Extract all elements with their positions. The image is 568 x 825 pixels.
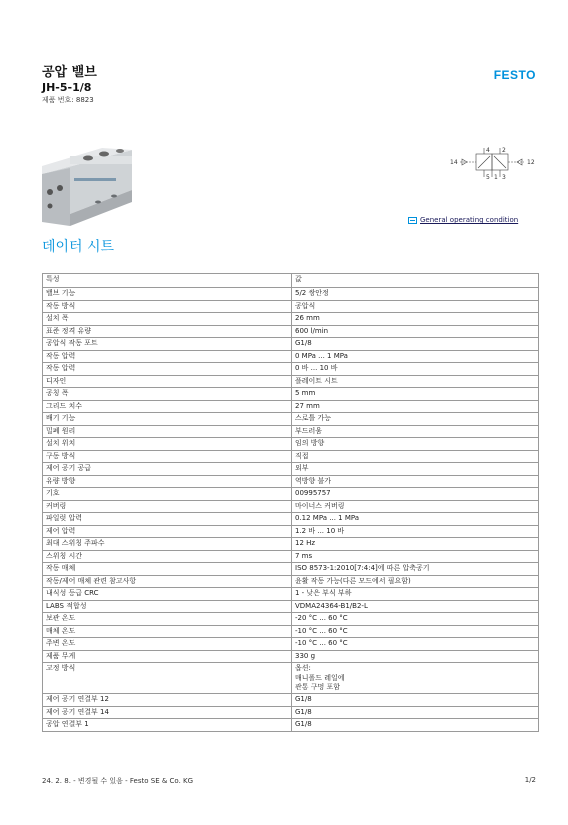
property-cell: 최대 스위칭 주파수 xyxy=(43,538,292,551)
property-cell: 그리드 치수 xyxy=(43,400,292,413)
table-row xyxy=(43,413,539,426)
property-cell: 유량 방향 xyxy=(43,475,292,488)
table-row xyxy=(43,625,539,638)
table-row xyxy=(43,475,539,488)
port-label-2: 2 xyxy=(502,147,506,154)
table-row xyxy=(43,513,539,526)
page-number: 1/2 xyxy=(524,776,536,784)
value-cell: 0 MPa ... 1 MPa xyxy=(292,350,539,363)
spec-table xyxy=(42,273,539,732)
column-header-value: 값 xyxy=(292,274,539,288)
property-cell: 매체 온도 xyxy=(43,625,292,638)
value-cell: 0.12 MPa ... 1 MPa xyxy=(292,513,539,526)
table-row xyxy=(43,325,539,338)
value-cell: 27 mm xyxy=(292,400,539,413)
value-cell: 역방향 불가 xyxy=(292,475,539,488)
property-cell: 밀폐 원리 xyxy=(43,425,292,438)
value-cell: 5/2 쌍안정 xyxy=(292,288,539,301)
value-cell: -10 °C ... 60 °C xyxy=(292,625,539,638)
property-cell: 공압 연결부 1 xyxy=(43,719,292,732)
table-row xyxy=(43,500,539,513)
value-cell: 00995757 xyxy=(292,488,539,501)
value-cell: 26 mm xyxy=(292,313,539,326)
value-cell: G1/8 xyxy=(292,719,539,732)
section-title: 데이터 시트 xyxy=(42,239,115,255)
value-cell: ISO 8573-1:2010[7:4:4]에 따른 압축공기 xyxy=(292,563,539,576)
value-cell: VDMA24364-B1/B2-L xyxy=(292,600,539,613)
property-cell: 작동/제어 매체 관련 참고사항 xyxy=(43,575,292,588)
table-row xyxy=(43,706,539,719)
property-cell: 제어 압력 xyxy=(43,525,292,538)
value-line: 옵션: xyxy=(295,664,311,672)
port-label-1: 1 xyxy=(494,174,498,181)
table-row xyxy=(43,375,539,388)
port-label-3: 3 xyxy=(502,174,506,181)
value-cell: 7 ms xyxy=(292,550,539,563)
property-cell: 디자인 xyxy=(43,375,292,388)
port-label-12: 12 xyxy=(527,159,535,166)
property-cell: 설치 위치 xyxy=(43,438,292,451)
property-cell: 밸브 기능 xyxy=(43,288,292,301)
table-row xyxy=(43,650,539,663)
general-operating-condition-text: General operating condition xyxy=(420,216,519,224)
value-cell: G1/8 xyxy=(292,706,539,719)
general-operating-condition-link[interactable] xyxy=(408,216,518,224)
table-row xyxy=(43,350,539,363)
value-cell: -10 °C ... 60 °C xyxy=(292,638,539,651)
value-cell: 마이너스 커버링 xyxy=(292,500,539,513)
table-row xyxy=(43,450,539,463)
property-cell: 공압식 작동 포트 xyxy=(43,338,292,351)
table-row xyxy=(43,719,539,732)
property-cell: 표준 정격 유량 xyxy=(43,325,292,338)
table-row xyxy=(43,638,539,651)
property-cell: 주변 온도 xyxy=(43,638,292,651)
property-cell: 고정 방식 xyxy=(43,663,292,694)
value-cell: 0 바 ... 10 바 xyxy=(292,363,539,376)
value-line: 매니폴드 레일에 xyxy=(295,673,345,682)
table-row xyxy=(43,600,539,613)
value-cell: 외부 xyxy=(292,463,539,476)
document-link-icon xyxy=(408,217,417,224)
property-cell: 보관 온도 xyxy=(43,613,292,626)
table-row xyxy=(43,694,539,707)
property-cell: 스위칭 시간 xyxy=(43,550,292,563)
table-row xyxy=(43,550,539,563)
property-cell: 파일럿 압력 xyxy=(43,513,292,526)
table-row xyxy=(43,300,539,313)
value-cell: G1/8 xyxy=(292,338,539,351)
property-cell: 작동 압력 xyxy=(43,363,292,376)
property-cell: LABS 적합성 xyxy=(43,600,292,613)
property-cell: 구동 방식 xyxy=(43,450,292,463)
value-cell: 1.2 바 ... 10 바 xyxy=(292,525,539,538)
table-row xyxy=(43,575,539,588)
property-cell: 배기 기능 xyxy=(43,413,292,426)
value-cell: 부드러움 xyxy=(292,425,539,438)
value-cell: 12 Hz xyxy=(292,538,539,551)
table-row xyxy=(43,563,539,576)
port-label-5: 5 xyxy=(486,174,490,181)
table-row xyxy=(43,588,539,601)
table-row xyxy=(43,400,539,413)
table-row xyxy=(43,613,539,626)
valve-product-image xyxy=(40,142,135,228)
value-cell: 플레이트 시트 xyxy=(292,375,539,388)
property-cell: 기호 xyxy=(43,488,292,501)
property-cell: 커버링 xyxy=(43,500,292,513)
table-row xyxy=(43,425,539,438)
valve-circuit-symbol xyxy=(448,145,540,181)
table-row xyxy=(43,525,539,538)
table-row xyxy=(43,463,539,476)
value-cell: 330 g xyxy=(292,650,539,663)
table-row xyxy=(43,363,539,376)
festo-logo: FESTO xyxy=(493,68,536,82)
table-header-row xyxy=(43,274,539,288)
table-row xyxy=(43,488,539,501)
property-cell: 설치 폭 xyxy=(43,313,292,326)
table-row xyxy=(43,313,539,326)
product-model: JH-5-1/8 xyxy=(42,81,92,94)
page-title: 공압 밸브 xyxy=(42,65,97,80)
property-cell: 작동 방식 xyxy=(43,300,292,313)
value-cell: 윤활 작동 가능(다른 모드에서 필요함) xyxy=(292,575,539,588)
value-cell: -20 °C ... 60 °C xyxy=(292,613,539,626)
table-row xyxy=(43,538,539,551)
table-row xyxy=(43,338,539,351)
table-row xyxy=(43,663,539,694)
property-cell: 작동 매체 xyxy=(43,563,292,576)
table-row xyxy=(43,288,539,301)
column-header-property: 특성 xyxy=(43,274,292,288)
value-cell: 직접 xyxy=(292,450,539,463)
value-line: 관통 구멍 포함 xyxy=(295,683,341,691)
property-cell: 공칭 폭 xyxy=(43,388,292,401)
product-number-value: 8823 xyxy=(75,96,94,104)
property-cell: 제어 공기 연결부 14 xyxy=(43,706,292,719)
value-cell: 임의 방향 xyxy=(292,438,539,451)
footer-text: 24. 2. 8. - 변경될 수 있음 - Festo SE & Co. KG xyxy=(42,777,194,785)
value-cell: G1/8 xyxy=(292,694,539,707)
value-cell xyxy=(292,663,539,694)
product-number-label: 제품 번호: xyxy=(42,96,74,104)
table-row xyxy=(43,388,539,401)
value-cell: 5 mm xyxy=(292,388,539,401)
port-label-4: 4 xyxy=(486,147,490,154)
value-cell: 600 l/min xyxy=(292,325,539,338)
property-cell: 제어 공기 공급 xyxy=(43,463,292,476)
table-row xyxy=(43,438,539,451)
value-cell: 1 - 낮은 부식 부하 xyxy=(292,588,539,601)
property-cell: 제어 공기 연결부 12 xyxy=(43,694,292,707)
property-cell: 제품 무게 xyxy=(43,650,292,663)
property-cell: 작동 압력 xyxy=(43,350,292,363)
property-cell: 내식성 등급 CRC xyxy=(43,588,292,601)
product-number xyxy=(42,96,94,104)
value-cell: 공압식 xyxy=(292,300,539,313)
port-label-14: 14 xyxy=(450,159,458,166)
value-cell: 스로틀 가능 xyxy=(292,413,539,426)
